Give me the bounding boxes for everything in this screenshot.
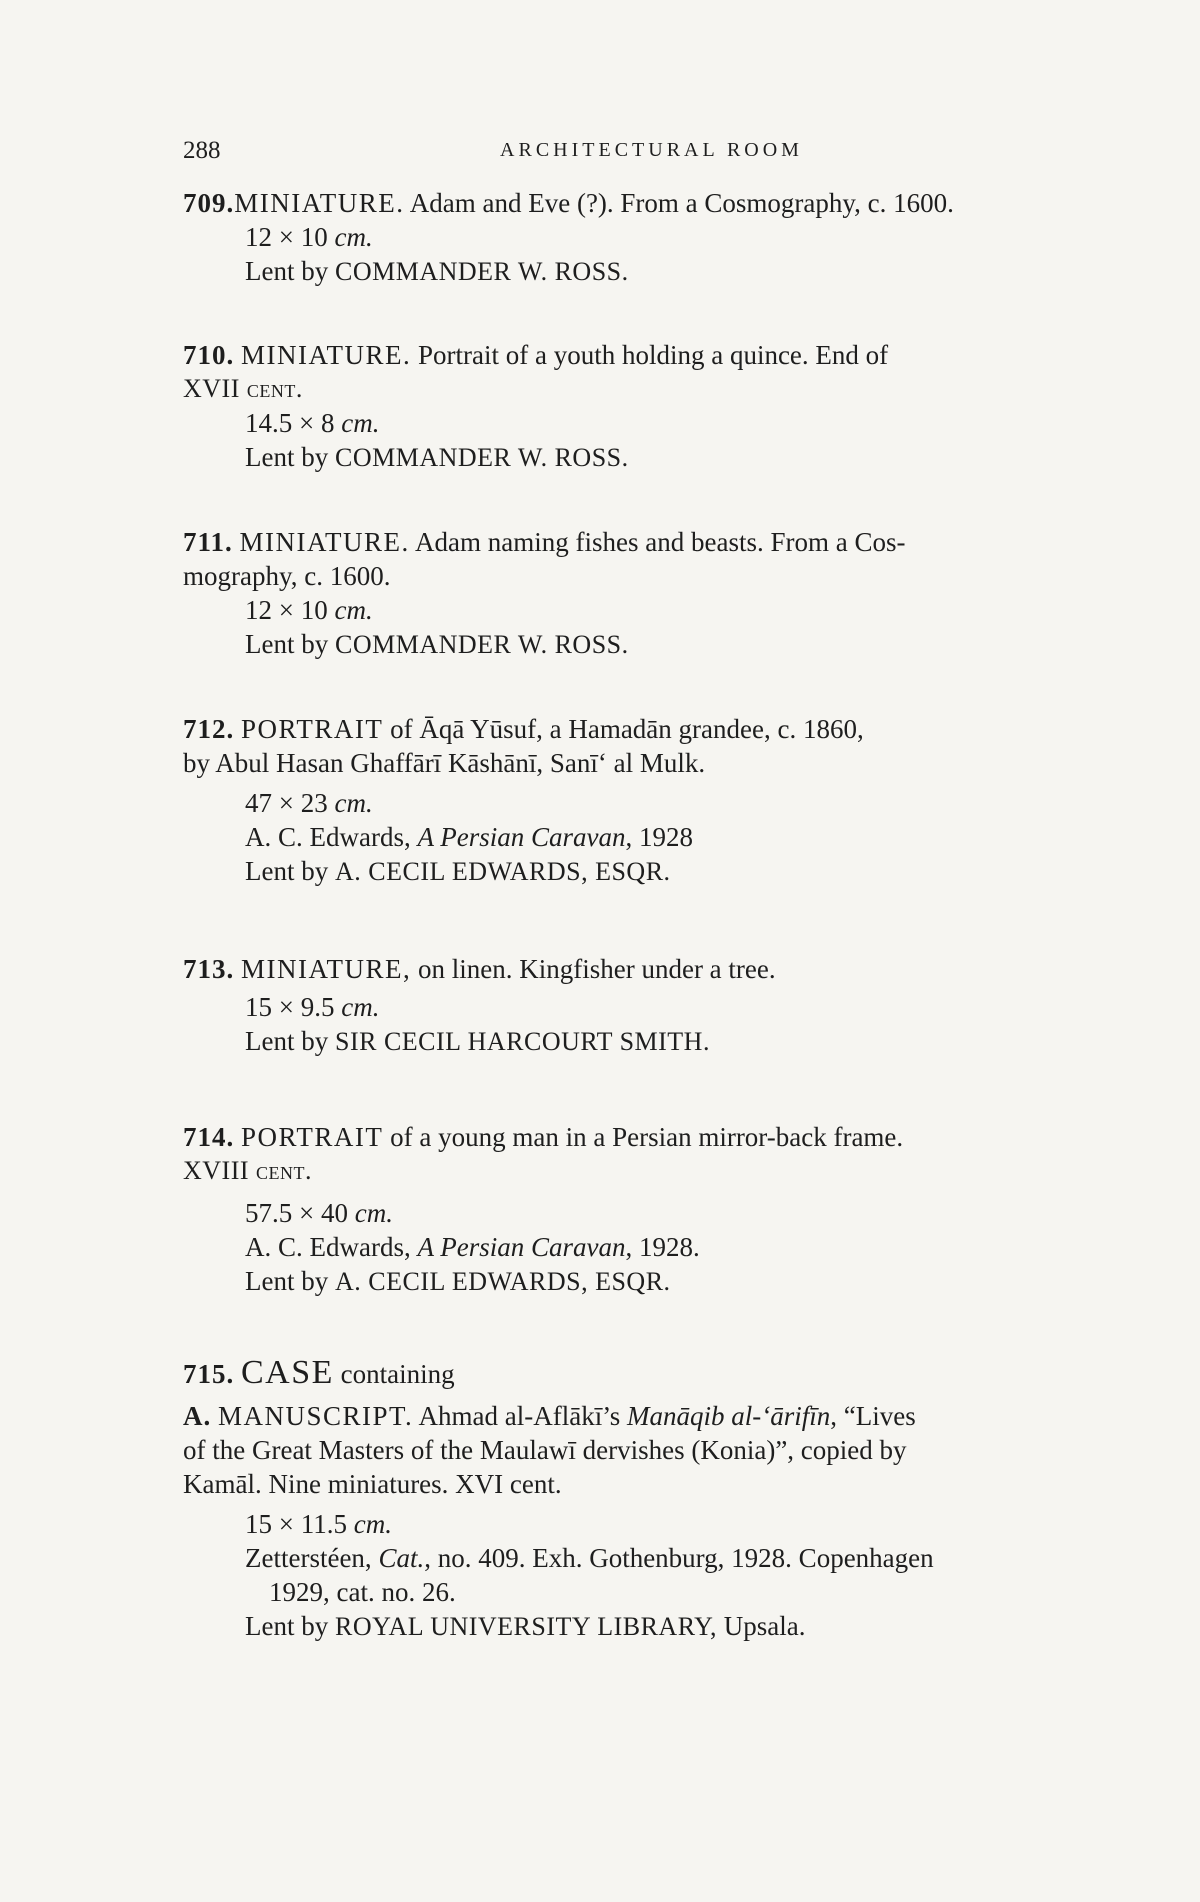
- entry-heading: [183, 525, 1102, 559]
- lender-name: COMMANDER W. ROSS.: [334, 630, 629, 659]
- entry-number: 712.: [183, 714, 235, 744]
- lent-by-label: Lent by: [245, 1266, 335, 1296]
- lender-name: ROYAL UNIVERSITY LIBRARY,: [334, 1612, 718, 1641]
- entry-lender: [183, 627, 1102, 662]
- entry-description: Adam naming fishes and beasts. From a Cos-: [409, 527, 906, 557]
- entry-description: containing: [333, 1359, 455, 1389]
- entry-description-cont: XVIII cent.: [183, 1156, 313, 1185]
- entry-lender: [183, 254, 1102, 289]
- entry-description-cont: XVII cent.: [183, 374, 303, 403]
- item-title: Manāqib al-‘ārifīn: [627, 1401, 831, 1431]
- reference-year: , 1928.: [625, 1232, 700, 1262]
- item-author: Ahmad al-Aflākī’s: [413, 1401, 628, 1431]
- dimensions-unit: cm.: [334, 788, 373, 818]
- entry-lender: [183, 1024, 1102, 1059]
- dimensions-value: 12 × 10: [245, 222, 328, 252]
- entry-keyword: MINIATURE.: [239, 527, 410, 557]
- entry-dimensions: [183, 1196, 1102, 1230]
- entry-heading: [183, 338, 1102, 372]
- entry-reference: [183, 820, 1102, 854]
- entry-dimensions: [183, 1507, 1102, 1541]
- item-keyword: MANUSCRIPT.: [218, 1401, 414, 1431]
- catalogue-entry-713: [183, 952, 1102, 1059]
- entry-lender: [183, 1609, 1102, 1644]
- catalogue-entry-712: [183, 712, 1102, 889]
- page-number: 288: [183, 137, 221, 164]
- entry-heading: [183, 186, 1102, 220]
- reference-year: , 1928: [625, 822, 693, 852]
- dimensions-value: 15 × 11.5: [245, 1509, 347, 1539]
- dimensions-unit: cm.: [334, 595, 373, 625]
- entry-number: 711.: [183, 527, 233, 557]
- entry-keyword: MINIATURE.: [241, 340, 412, 370]
- dimensions-value: 15 × 9.5: [245, 992, 335, 1022]
- lent-by-label: Lent by: [245, 1026, 335, 1056]
- running-head: [183, 137, 1100, 177]
- item-description-cont-2: Kamāl. Nine miniatures. XVI cent.: [183, 1469, 562, 1499]
- entry-heading: [183, 952, 1102, 986]
- entry-heading: [183, 1120, 1102, 1154]
- entry-keyword: CASE: [241, 1354, 334, 1391]
- reference-author: A. C. Edwards,: [245, 822, 418, 852]
- entry-heading: [183, 712, 1102, 746]
- entry-reference: [183, 1230, 1102, 1264]
- dimensions-value: 47 × 23: [245, 788, 328, 818]
- entry-dimensions: [183, 220, 1102, 254]
- lender-name: SIR CECIL HARCOURT SMITH.: [334, 1027, 710, 1056]
- entry-description: of Āqā Yūsuf, a Hamadān grandee, c. 1860,: [383, 714, 864, 744]
- entry-dimensions: [183, 406, 1102, 440]
- entry-keyword: PORTRAIT: [241, 714, 384, 744]
- lent-by-label: Lent by: [245, 1611, 335, 1641]
- entry-description-cont: mography, c. 1600.: [183, 561, 391, 591]
- running-head-title: ARCHITECTURAL ROOM: [500, 139, 803, 161]
- dimensions-unit: cm.: [354, 1198, 393, 1228]
- lent-by-label: Lent by: [245, 442, 335, 472]
- dimensions-value: 12 × 10: [245, 595, 328, 625]
- lender-place: Upsala.: [717, 1611, 806, 1641]
- dimensions-value: 14.5 × 8: [245, 408, 335, 438]
- catalogue-entry-715: [183, 1356, 1102, 1644]
- item-description-cont: of the Great Masters of the Maulawī dervishes (Konia)”, copied by: [183, 1435, 907, 1465]
- entry-number: 709.: [183, 188, 235, 218]
- entry-dimensions: [183, 990, 1102, 1024]
- entry-dimensions: [183, 593, 1102, 627]
- entry-dimensions: [183, 786, 1102, 820]
- entry-lender: [183, 854, 1102, 889]
- lent-by-label: Lent by: [245, 256, 335, 286]
- entry-heading: [183, 1356, 1102, 1391]
- entry-description: Portrait of a youth holding a quince. End of: [411, 340, 889, 370]
- lender-name: COMMANDER W. ROSS.: [334, 443, 629, 472]
- entry-number: 715.: [183, 1359, 235, 1389]
- entry-keyword: PORTRAIT: [241, 1122, 384, 1152]
- entry-description: on linen. Kingfisher under a tree.: [411, 954, 776, 984]
- entry-description: of a young man in a Persian mirror-back frame.: [383, 1122, 904, 1152]
- item-description: , “Lives: [830, 1401, 916, 1431]
- lent-by-label: Lent by: [245, 629, 335, 659]
- entry-number: 713.: [183, 954, 235, 984]
- lender-name: A. CECIL EDWARDS, ESQR.: [334, 1267, 671, 1296]
- reference-author: Zetterstéen,: [245, 1543, 379, 1573]
- entry-lender: [183, 1264, 1102, 1299]
- entry-keyword: MINIATURE.: [234, 188, 405, 218]
- entry-description-cont: by Abul Hasan Ghaffārī Kāshānī, Sanī‘ al Mulk.: [183, 748, 706, 778]
- dimensions-unit: cm.: [341, 992, 380, 1022]
- entry-number: 710.: [183, 340, 235, 370]
- entry-lender: [183, 440, 1102, 475]
- reference-details-cont: 1929, cat. no. 26.: [269, 1577, 456, 1607]
- dimensions-unit: cm.: [341, 408, 380, 438]
- lent-by-label: Lent by: [245, 856, 335, 886]
- reference-author: A. C. Edwards,: [245, 1232, 418, 1262]
- dimensions-unit: cm.: [334, 222, 373, 252]
- entry-reference: [183, 1541, 1102, 1575]
- lender-name: A. CECIL EDWARDS, ESQR.: [334, 857, 671, 886]
- reference-title: A Persian Caravan: [417, 822, 626, 852]
- case-item-a: [183, 1399, 1102, 1433]
- lender-name: COMMANDER W. ROSS.: [334, 257, 629, 286]
- reference-details: , no. 409. Exh. Gothenburg, 1928. Copenhagen: [424, 1543, 934, 1573]
- dimensions-value: 57.5 × 40: [245, 1198, 348, 1228]
- entry-keyword: MINIATURE,: [241, 954, 412, 984]
- dimensions-unit: cm.: [353, 1509, 392, 1539]
- item-label: A.: [183, 1401, 212, 1431]
- catalogue-entry-714: [183, 1120, 1102, 1299]
- catalogue-entry-710: [183, 338, 1102, 475]
- entry-number: 714.: [183, 1122, 235, 1152]
- entry-description: Adam and Eve (?). From a Cosmography, c. 1600.: [404, 188, 954, 218]
- catalogue-entry-711: [183, 525, 1102, 662]
- reference-title: A Persian Caravan: [417, 1232, 626, 1262]
- catalogue-entry-709: [183, 186, 1102, 289]
- reference-title: Cat.: [378, 1543, 425, 1573]
